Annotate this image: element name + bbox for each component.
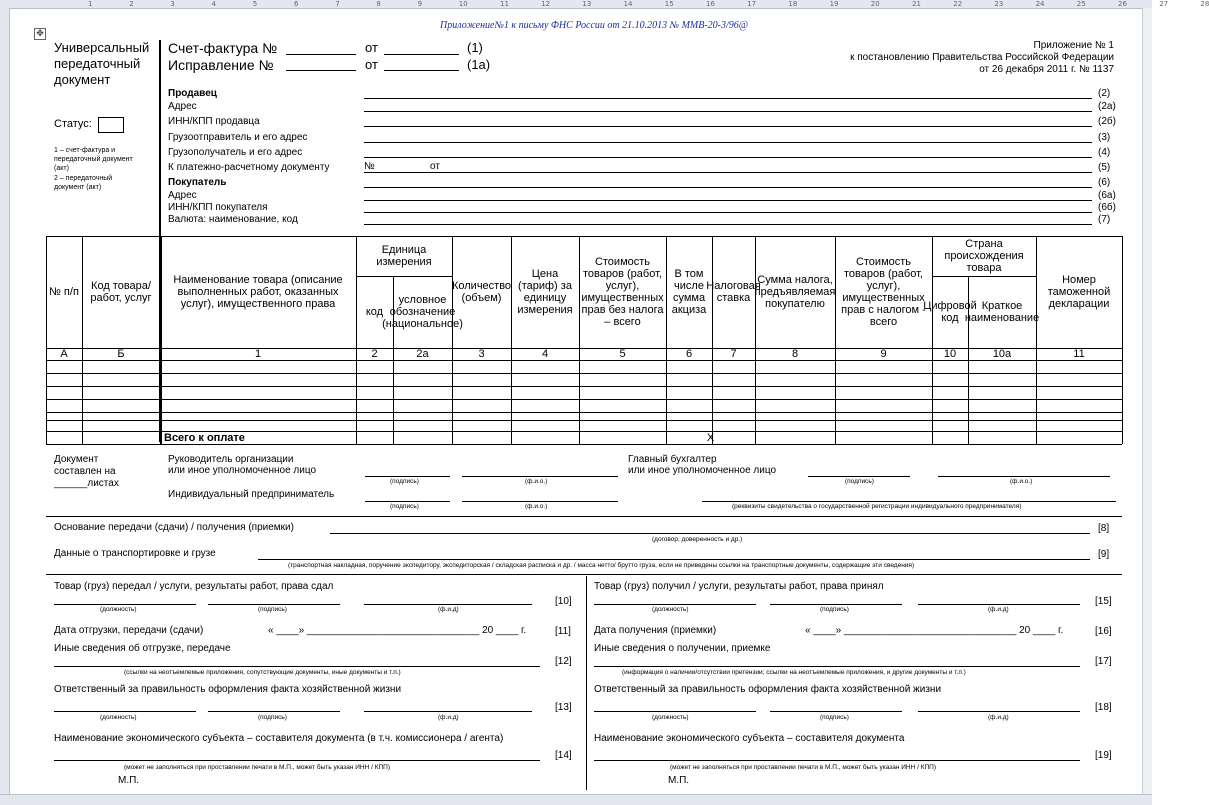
column-number: 8 xyxy=(791,348,799,360)
table-grid-line xyxy=(46,412,1122,413)
code-label: [15] xyxy=(1095,596,1112,607)
appendix-line3: от 26 декабря 2011 г. № 1137 xyxy=(979,64,1114,75)
code-label: [17] xyxy=(1095,656,1112,667)
code-label: [12] xyxy=(555,656,572,667)
basis-label: Основание передачи (сдачи) / получения (приемки) xyxy=(54,522,294,533)
column-number: 10а xyxy=(992,348,1012,360)
resp-sign-field[interactable] xyxy=(208,711,340,712)
field-input-line[interactable] xyxy=(364,187,1092,188)
code-label: (2а) xyxy=(1098,101,1116,112)
header-country-code: Цифровой код xyxy=(923,300,977,324)
entity-label: Наименование экономического субъекта – составителя документа (в т.ч. комиссионера / агента) xyxy=(54,733,504,744)
head-label: Руководитель организации xyxy=(168,454,294,465)
ruler-number: 16 xyxy=(706,0,715,8)
payment-doc-number-label: № xyxy=(364,161,375,172)
code-label: (5) xyxy=(1098,162,1111,173)
field-label: Адрес xyxy=(168,101,197,112)
handed-sign-field[interactable] xyxy=(208,604,340,605)
requisites-hint: (реквизиты свидетельства о государственной регистрации индивидуального предпринимателя) xyxy=(732,503,1022,510)
handed-fio-field[interactable] xyxy=(364,604,532,605)
field-input-line[interactable] xyxy=(364,142,1092,143)
field-input-line[interactable] xyxy=(364,172,1092,173)
field-label: Покупатель xyxy=(168,177,227,188)
ruler-number: 25 xyxy=(1076,0,1086,8)
sheets-label: Документ xyxy=(54,454,99,465)
ruler-number: 4 xyxy=(211,0,217,8)
correction-date-field[interactable] xyxy=(384,70,459,71)
status-note: 2 – передаточный xyxy=(54,175,113,182)
column-number: 9 xyxy=(880,348,887,360)
status-note: (акт) xyxy=(54,165,69,172)
field-input-line[interactable] xyxy=(364,200,1092,201)
doc-type-line2: передаточный xyxy=(54,56,141,71)
column-number: 6 xyxy=(685,348,693,360)
ruler-number: 26 xyxy=(1118,0,1127,8)
ruler-number: 13 xyxy=(582,0,592,8)
status-label: Статус: xyxy=(54,118,92,130)
table-move-handle-icon[interactable]: ✥ xyxy=(34,28,46,40)
header-excise: В том числе сумма акциза xyxy=(671,268,707,316)
ie-requisites-field[interactable] xyxy=(702,501,1116,502)
handed-position-field[interactable] xyxy=(54,604,196,605)
appendix-line2: к постановлению Правительства Российской Федерации xyxy=(850,52,1114,63)
transport-hint: (транспортная накладная, поручение экспедитору, экспедиторская / складская расписка и др. / масса нетто/ брутто груза, если не приведены ссылки на транспортные документы, содержащие эти сведения) xyxy=(288,562,915,569)
columns-divider xyxy=(586,576,587,790)
code-label: (4) xyxy=(1098,147,1111,158)
ship-date-label: Дата отгрузки, передачи (сдачи) xyxy=(54,625,204,636)
code-label: (1) xyxy=(467,40,483,55)
field-input-line[interactable] xyxy=(364,126,1092,127)
head-fio-field[interactable] xyxy=(462,476,618,477)
field-label: Валюта: наименование, код xyxy=(168,214,298,225)
column-number: А xyxy=(60,348,68,360)
fio-hint: (ф.и.о.) xyxy=(525,503,548,510)
accountant-sign-field[interactable] xyxy=(808,476,910,477)
column-number: 1 xyxy=(254,348,262,360)
field-label: ИНН/КПП продавца xyxy=(168,116,260,127)
header-unit: Единица измерения xyxy=(376,244,432,268)
code-label: [18] xyxy=(1095,702,1112,713)
accountant-label: Главный бухгалтер xyxy=(628,454,717,465)
code-label: [10] xyxy=(555,596,572,607)
code-label: [9] xyxy=(1098,549,1110,560)
position-hint: (должность) xyxy=(100,714,137,721)
ruler-number: 6 xyxy=(294,0,299,8)
fio-hint: (ф.и.д) xyxy=(438,606,459,613)
sign-hint: (подпись) xyxy=(820,714,849,721)
code-label: (2) xyxy=(1098,88,1111,99)
column-number: 5 xyxy=(619,348,626,360)
field-label: Продавец xyxy=(168,88,217,99)
other-receive-label: Иные сведения о получении, приемке xyxy=(594,643,771,654)
ruler-number: 5 xyxy=(252,0,258,8)
header-note: Приложение№1 к письму ФНС России от 21.10.2013 № ММВ-20-3/96@ xyxy=(440,20,748,31)
ruler-number: 24 xyxy=(1035,0,1045,8)
sign-hint: (подпись) xyxy=(390,503,419,510)
other-receive-field[interactable] xyxy=(594,666,1080,667)
ruler-number: 15 xyxy=(664,0,674,8)
header-cost-with-tax: Стоимость товаров (работ, услуг), имущественных прав с налогом - всего xyxy=(841,256,926,328)
field-label: Адрес xyxy=(168,190,197,201)
transport-field[interactable] xyxy=(258,559,1090,560)
column-number: 11 xyxy=(1073,348,1085,360)
ie-fio-field[interactable] xyxy=(462,501,618,502)
fio-hint: (ф.и.д) xyxy=(438,714,459,721)
basis-field[interactable] xyxy=(330,533,1090,534)
head-label: или иное уполномоченное лицо xyxy=(168,465,317,476)
header-item-code: Код товара/ работ, услуг xyxy=(90,280,152,304)
received-position-field[interactable] xyxy=(594,604,756,605)
table-grid-line xyxy=(46,399,1122,400)
field-input-line[interactable] xyxy=(364,212,1092,213)
received-label: Товар (груз) получил / услуги, результаты работ, права принял xyxy=(594,581,884,592)
payment-doc-date-label: от xyxy=(430,161,440,172)
table-grid-line xyxy=(46,444,1122,445)
header-customs-declaration: Номер таможенной декларации xyxy=(1047,274,1111,310)
table-grid-line xyxy=(46,373,1122,374)
field-label: Грузополучатель и его адрес xyxy=(168,147,303,158)
fio-hint: (ф.и.д) xyxy=(988,606,1009,613)
entity-hint: (может не заполняться при проставлении печати в М.П., может быть указан ИНН / КПП) xyxy=(124,764,391,771)
header-unit-code: код xyxy=(365,306,384,318)
code-label: (6) xyxy=(1098,177,1111,188)
ruler-number: 3 xyxy=(170,0,175,8)
basis-hint: (договор; доверенность и др.) xyxy=(652,536,743,543)
ruler-number: 27 xyxy=(1159,0,1169,8)
resp-position-field[interactable] xyxy=(594,711,756,712)
ruler-number: 14 xyxy=(623,0,633,8)
ruler-number: 18 xyxy=(788,0,798,8)
received-fio-field[interactable] xyxy=(918,604,1080,605)
field-input-line[interactable] xyxy=(364,224,1092,225)
column-number: 10 xyxy=(943,348,957,360)
column-number: 7 xyxy=(730,348,737,360)
ruler-number: 17 xyxy=(747,0,757,8)
ruler-number: 23 xyxy=(994,0,1004,8)
ruler-number: 11 xyxy=(500,0,509,8)
doc-type-line1: Универсальный xyxy=(54,40,150,55)
receive-date-label: Дата получения (приемки) xyxy=(594,625,717,636)
ruler-number: 22 xyxy=(953,0,963,8)
code-label: (6б) xyxy=(1098,202,1116,213)
code-label: (7) xyxy=(1098,214,1111,225)
other-ship-label: Иные сведения об отгрузке, передаче xyxy=(54,643,231,654)
entrepreneur-label: Индивидуальный предприниматель xyxy=(168,489,335,500)
field-input-line[interactable] xyxy=(364,111,1092,112)
doc-type-line3: документ xyxy=(54,72,111,87)
sign-hint: (подпись) xyxy=(845,478,874,485)
horizontal-scrollbar[interactable] xyxy=(0,794,1152,805)
ie-sign-field[interactable] xyxy=(365,501,450,502)
fio-hint: (ф.и.о.) xyxy=(525,478,548,485)
resp-sign-field[interactable] xyxy=(770,711,902,712)
ruler-number: 8 xyxy=(376,0,381,8)
field-label: К платежно-расчетному документу xyxy=(168,162,330,173)
column-number: Б xyxy=(117,348,125,360)
ruler-number: 1 xyxy=(88,0,93,8)
code-label: (3) xyxy=(1098,132,1111,143)
from-label: от xyxy=(365,40,378,55)
status-note: документ (акт) xyxy=(54,184,102,191)
code-label: [8] xyxy=(1098,523,1110,534)
column-number: 2 xyxy=(371,348,378,360)
header-tax-amount: Сумма налога, предъявляемая покупателю xyxy=(754,274,836,310)
sign-hint: (подпись) xyxy=(258,606,287,613)
sheets-count-field[interactable]: ______листах xyxy=(54,478,119,489)
field-input-line[interactable] xyxy=(364,157,1092,158)
invoice-title: Счет-фактура № xyxy=(168,40,278,56)
column-number: 3 xyxy=(478,348,485,360)
sign-hint: (подпись) xyxy=(390,478,419,485)
header-country-name: Краткое наименование xyxy=(964,300,1040,324)
ruler-number: 21 xyxy=(912,0,921,8)
column-number: 2а xyxy=(416,348,429,360)
sign-hint: (подпись) xyxy=(820,606,849,613)
total-excise-x: X xyxy=(706,431,715,444)
other-receive-hint: (информация о наличии/отсутствии претензии; ссылки на неотъемлемые приложения, и другие документы и т.п.) xyxy=(622,669,966,676)
invoice-date-field[interactable] xyxy=(384,54,459,55)
entity-hint: (может не заполняться при проставлении печати в М.П., может быть указан ИНН / КПП) xyxy=(670,764,937,771)
responsible-label: Ответственный за правильность оформления факта хозяйственной жизни xyxy=(54,684,402,695)
sign-hint: (подпись) xyxy=(258,714,287,721)
code-label: (1а) xyxy=(467,57,491,72)
ruler-number: 7 xyxy=(335,0,340,8)
status-note: передаточный документ xyxy=(54,156,133,163)
receive-date-field[interactable]: « ____» _______________________________ 20 ____ г. xyxy=(805,625,1064,636)
other-ship-field[interactable] xyxy=(54,666,540,667)
appendix-line1: Приложение № 1 xyxy=(1033,40,1114,51)
transport-label: Данные о транспортировке и грузе xyxy=(54,548,216,559)
header-cost-without-tax: Стоимость товаров (работ, услуг), имущественных прав без налога – всего xyxy=(581,256,664,328)
fio-hint: (ф.и.о.) xyxy=(1010,478,1033,485)
ruler-number: 2 xyxy=(129,0,134,8)
ruler-number: 20 xyxy=(870,0,880,8)
received-sign-field[interactable] xyxy=(770,604,902,605)
resp-fio-field[interactable] xyxy=(364,711,532,712)
entity-field[interactable] xyxy=(54,760,540,761)
column-number: 4 xyxy=(541,348,549,360)
ruler-number: 10 xyxy=(458,0,468,8)
head-sign-field[interactable] xyxy=(365,476,450,477)
code-label: [11] xyxy=(555,626,571,637)
header-quantity: Количество (объем) xyxy=(451,280,512,304)
responsible-label: Ответственный за правильность оформления факта хозяйственной жизни xyxy=(594,684,942,695)
ship-date-field[interactable]: « ____» _______________________________ 20 ____ г. xyxy=(268,625,527,636)
vertical-ruler[interactable] xyxy=(0,8,10,794)
horizontal-ruler[interactable] xyxy=(0,0,1209,9)
stamp-place: М.П. xyxy=(668,775,690,786)
position-hint: (должность) xyxy=(652,606,689,613)
sheets-label: составлен на xyxy=(54,466,116,477)
code-label: [16] xyxy=(1095,626,1112,637)
header-item-name: Наименование товара (описание выполненных работ, оказанных услуг), имущественного права xyxy=(173,274,343,310)
field-label: Грузоотправитель и его адрес xyxy=(168,132,308,143)
code-label: (6а) xyxy=(1098,190,1116,201)
other-ship-hint: (ссылки на неотъемлемые приложения, сопутствующие документы, иные документы и т.п.) xyxy=(124,669,401,676)
ruler-number: 12 xyxy=(541,0,551,8)
invoice-number-field[interactable] xyxy=(286,54,356,55)
status-note: 1 – счет-фактура и xyxy=(54,147,116,154)
table-grid-line xyxy=(46,420,1122,421)
table-grid-line xyxy=(46,386,1122,387)
position-hint: (должность) xyxy=(652,714,689,721)
correction-title: Исправление № xyxy=(168,57,274,73)
header-country: Страна происхождения товара xyxy=(944,238,1024,274)
code-label: [19] xyxy=(1095,750,1112,761)
fio-hint: (ф.и.д) xyxy=(988,714,1009,721)
from-label: от xyxy=(365,57,378,72)
header-row-number: № п/п xyxy=(49,286,79,298)
resp-fio-field[interactable] xyxy=(918,711,1080,712)
stamp-place: М.П. xyxy=(118,775,140,786)
accountant-label: или иное уполномоченное лицо xyxy=(628,465,777,476)
ruler-number: 28 xyxy=(1200,0,1209,8)
header-unit-name: условное обозначение (национальное) xyxy=(382,294,463,330)
code-label: [14] xyxy=(555,750,572,761)
field-label: ИНН/КПП покупателя xyxy=(168,202,268,213)
accountant-fio-field[interactable] xyxy=(938,476,1110,477)
table-grid-line xyxy=(1122,236,1123,444)
code-label: (2б) xyxy=(1098,116,1116,127)
entity-field[interactable] xyxy=(594,760,1080,761)
section-divider xyxy=(46,516,1122,517)
ruler-number: 9 xyxy=(417,0,423,8)
field-input-line[interactable] xyxy=(364,98,1092,99)
total-label: Всего к оплате xyxy=(164,431,245,444)
section-divider xyxy=(46,574,1122,575)
table-grid-line xyxy=(46,360,1122,361)
correction-number-field[interactable] xyxy=(286,70,356,71)
vertical-scrollbar[interactable] xyxy=(1142,8,1152,794)
header-price: Цена (тариф) за единицу измерения xyxy=(517,268,573,316)
position-hint: (должность) xyxy=(100,606,137,613)
status-field[interactable] xyxy=(98,117,124,133)
entity-label: Наименование экономического субъекта – составителя документа xyxy=(594,733,905,744)
resp-position-field[interactable] xyxy=(54,711,196,712)
code-label: [13] xyxy=(555,702,572,713)
handed-label: Товар (груз) передал / услуги, результаты работ, права сдал xyxy=(54,581,334,592)
ruler-number: 19 xyxy=(829,0,839,8)
header-tax-rate: Налоговая ставка xyxy=(706,280,761,304)
